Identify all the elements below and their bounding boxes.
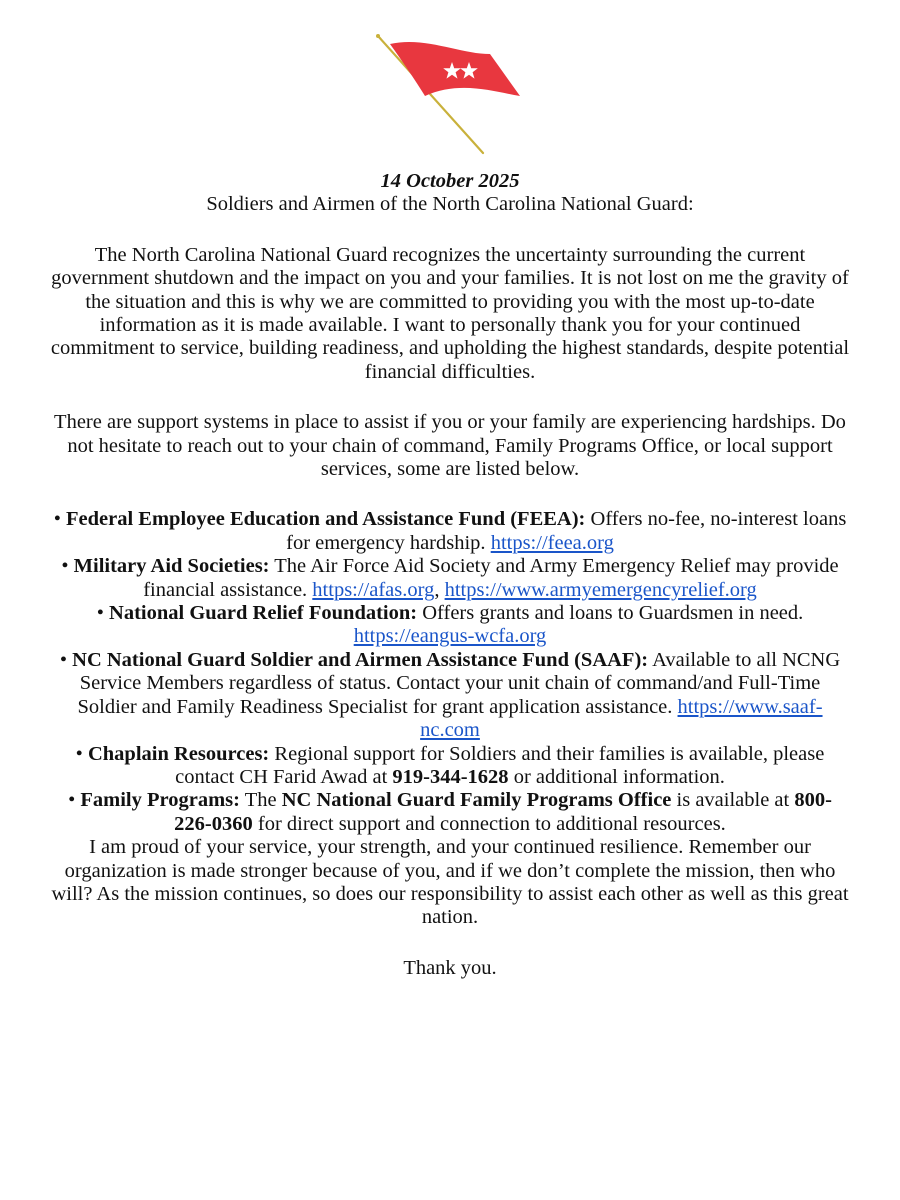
two-star-general-flag-icon: [370, 30, 530, 160]
thank-you: Thank you.: [403, 956, 497, 979]
resource-desc: The: [239, 789, 282, 812]
chaplain-phone: 919-344-1628: [392, 765, 509, 788]
paragraph-support: There are support systems in place to assist if you or your family are experiencing hardships. Do not hesitate to reach out to your chain of command, Family Programs Office, or local support services, some are listed below.: [54, 411, 846, 481]
resource-name: Federal Employee Education and Assistance Fund (FEEA):: [66, 508, 586, 531]
flag-finial: [376, 34, 380, 38]
letter-date: 14 October 2025: [380, 170, 520, 192]
bullet: •: [75, 742, 83, 765]
resource-family-programs: [50, 789, 850, 836]
bullet: •: [96, 602, 104, 625]
army-emergency-relief-link[interactable]: https://www.armyemergencyrelief.org: [444, 578, 757, 601]
resource-military-aid-societies: [50, 555, 850, 602]
bullet: •: [68, 789, 76, 812]
family-programs-office: NC National Guard Family Programs Office: [281, 789, 672, 812]
feea-link[interactable]: https://feea.org: [490, 531, 614, 554]
resource-desc: The Air Force Aid Society and Army Emergency Relief may provide financial assistance.: [143, 555, 839, 601]
resource-name: Chaplain Resources:: [87, 742, 270, 765]
resource-desc: Offers no-fee, no-interest loans for emergency hardship.: [286, 508, 847, 554]
resource-name: NC National Guard Soldier and Airmen Assistance Fund (SAAF):: [72, 648, 649, 671]
resource-desc: Regional support for Soldiers and their families is available, please contact CH Farid Awad at: [175, 742, 825, 788]
resource-desc: Available to all NCNG Service Members regardless of status. Contact your unit chain of command/and Full-Time Soldier and Family Readiness Specialist for grant application assistance.: [77, 648, 841, 718]
resource-national-guard-relief-foundation: [50, 602, 850, 649]
bullet: •: [59, 648, 68, 671]
bullet: •: [53, 508, 61, 531]
letter-body: [50, 170, 850, 980]
paragraph-closing: I am proud of your service, your strength, and your continued resilience. Remember our organization is made stronger because of you, and if we don’t complete the mission, then who will? As the mission continues, so does our responsibility to assist each other as well as this great nation.: [51, 836, 849, 929]
link-separator: ,: [434, 578, 445, 601]
resource-chaplain: [50, 743, 850, 790]
saaf-link[interactable]: https://www.saaf-nc.com: [420, 695, 823, 742]
resource-desc: for direct support and connection to additional resources.: [252, 812, 726, 835]
resource-desc: is available at: [671, 789, 795, 812]
paragraph-shutdown: The North Carolina National Guard recognizes the uncertainty surrounding the current government shutdown and the impact on you and your families. It is not lost on me the gravity of the situation and this is why we are committed to providing you with the most up-to-date information as it is made available. I want to personally thank you for your continued commitment to service, building readiness, and upholding the highest standards, despite potential financial difficulties.: [50, 243, 850, 383]
bullet: •: [61, 555, 69, 578]
letter-salutation: Soldiers and Airmen of the North Carolina National Guard:: [206, 193, 694, 216]
resource-name: Military Aid Societies:: [73, 555, 270, 578]
resource-saaf: [50, 649, 850, 743]
resource-desc: Offers grants and loans to Guardsmen in need.: [417, 602, 804, 625]
resource-desc: or additional information.: [508, 765, 725, 788]
flag-svg: [370, 30, 530, 160]
resource-name: Family Programs:: [80, 789, 240, 812]
family-programs-phone: 800-226-0360: [174, 789, 832, 835]
resource-list: [50, 508, 850, 836]
afas-link[interactable]: https://afas.org: [312, 578, 435, 601]
resource-name: National Guard Relief Foundation:: [109, 602, 418, 625]
resource-feea: [50, 508, 850, 555]
eangus-wcfa-link[interactable]: https://eangus-wcfa.org: [353, 625, 547, 648]
